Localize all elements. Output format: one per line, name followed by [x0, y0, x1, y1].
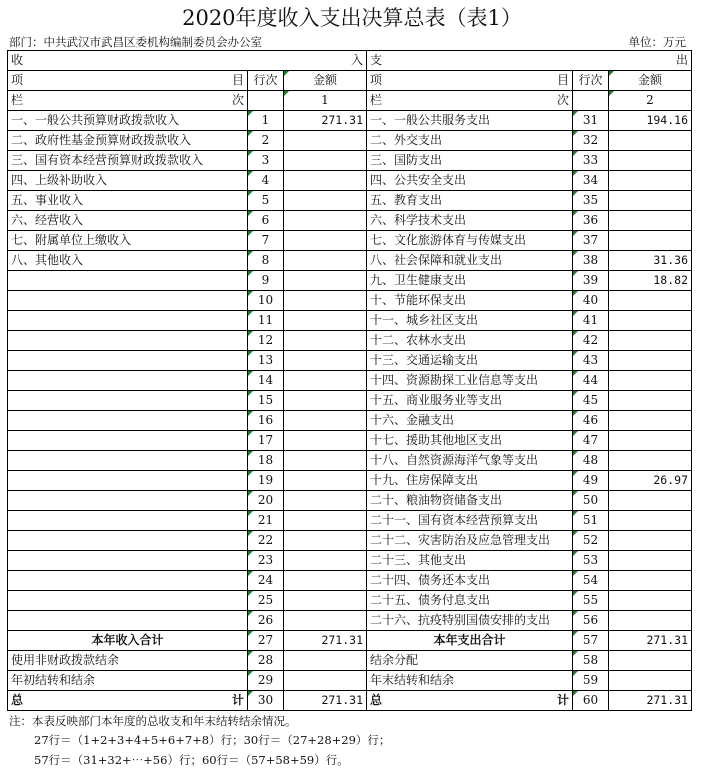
expense-item: 十一、城乡社区支出: [367, 311, 573, 331]
expense-amount: [609, 311, 692, 331]
income-amount: [284, 591, 367, 611]
income-row-no: 3: [248, 151, 284, 171]
table-row: [8, 551, 692, 571]
expense-item: 二十六、抗疫特别国债安排的支出: [367, 611, 573, 631]
table-row: [8, 331, 692, 351]
income-amount: [284, 571, 367, 591]
budget-table: [7, 50, 692, 711]
expense-row-no: 37: [573, 231, 609, 251]
column-header: 栏 次: [8, 91, 248, 111]
expense-amount: [609, 191, 692, 211]
income-amount: [284, 411, 367, 431]
expense-row-no: 32: [573, 131, 609, 151]
income-amount: [284, 611, 367, 631]
income-item: 三、国有资本经营预算财政拨款收入: [8, 151, 248, 171]
expense-amount: [609, 431, 692, 451]
income-item: 六、经营收入: [8, 211, 248, 231]
expense-item: 九、卫生健康支出: [367, 271, 573, 291]
income-item: [8, 511, 248, 531]
row-no-header: 行次: [573, 71, 609, 91]
expense-item: 三、国防支出: [367, 151, 573, 171]
expense-row-no: 49: [573, 471, 609, 491]
expense-item: 二十二、灾害防治及应急管理支出: [367, 531, 573, 551]
income-total-label: 本年收入合计: [8, 631, 248, 651]
table-row: [8, 531, 692, 551]
income-item: [8, 271, 248, 291]
expense-item: 十七、援助其他地区支出: [367, 431, 573, 451]
expense-item: 二十一、国有资本经营预算支出: [367, 511, 573, 531]
expense-amount: 18.82: [609, 271, 692, 291]
income-item: [8, 331, 248, 351]
income-item: [8, 431, 248, 451]
income-amount: [284, 151, 367, 171]
income-item: [8, 571, 248, 591]
income-amount: [284, 271, 367, 291]
income-row-no: 16: [248, 411, 284, 431]
column-header: 栏 次: [367, 91, 573, 111]
expense-item: 十六、金融支出: [367, 411, 573, 431]
income-amount: [284, 311, 367, 331]
expense-row-no: 40: [573, 291, 609, 311]
expense-item: 十三、交通运输支出: [367, 351, 573, 371]
table-row: [8, 451, 692, 471]
grand-total-label: 总 计: [367, 691, 573, 711]
income-amount: [284, 371, 367, 391]
income-row-no: 8: [248, 251, 284, 271]
income-item: 七、附属单位上缴收入: [8, 231, 248, 251]
income-amount: [284, 551, 367, 571]
income-amount: [284, 431, 367, 451]
income-amount: [284, 191, 367, 211]
income-item: [8, 411, 248, 431]
expense-item: 二十三、其他支出: [367, 551, 573, 571]
expense-amount: [609, 451, 692, 471]
expense-row-no: 31: [573, 111, 609, 131]
table-row: [8, 271, 692, 291]
expense-amount: [609, 331, 692, 351]
expense-amount: [609, 551, 692, 571]
expense-row-no: 33: [573, 151, 609, 171]
income-row-no: 19: [248, 471, 284, 491]
expense-item: 四、公共安全支出: [367, 171, 573, 191]
income-amount: [284, 131, 367, 151]
table-row: [8, 391, 692, 411]
table-row: 年初结转和结余 29 年末结转和结余 59: [8, 671, 692, 691]
expense-amount: [609, 571, 692, 591]
table-row: [8, 151, 692, 171]
table-row: [8, 131, 692, 151]
income-row-no: 9: [248, 271, 284, 291]
note-line-1: 注：本表反映部门本年度的总收支和年末结转结余情况。: [9, 714, 297, 728]
table-row: [8, 371, 692, 391]
income-amount: [284, 171, 367, 191]
note-line-3: 57行＝（31+32+⋯+56）行；60行＝（57+58+59）行。: [34, 753, 349, 767]
income-item: 四、上级补助收入: [8, 171, 248, 191]
income-row-no: 26: [248, 611, 284, 631]
expense-row-no: 55: [573, 591, 609, 611]
item-header: 项 目: [8, 71, 248, 91]
expense-item: 十五、商业服务业等支出: [367, 391, 573, 411]
table-row: [8, 311, 692, 331]
table-row: [8, 211, 692, 231]
expense-amount: [609, 491, 692, 511]
expense-item: 八、社会保障和就业支出: [367, 251, 573, 271]
expense-amount: [609, 531, 692, 551]
expense-row-no: 53: [573, 551, 609, 571]
income-item: [8, 351, 248, 371]
unit-label: 单位：万元: [628, 35, 686, 49]
expense-amount: [609, 411, 692, 431]
expense-item: 二十五、债务付息支出: [367, 591, 573, 611]
table-row: [8, 471, 692, 491]
expense-item: 十四、资源勘探工业信息等支出: [367, 371, 573, 391]
expense-amount: [609, 131, 692, 151]
income-item: [8, 471, 248, 491]
expense-row-no: 56: [573, 611, 609, 631]
expense-amount: [609, 391, 692, 411]
expense-row-no: 43: [573, 351, 609, 371]
expense-row-no: 51: [573, 511, 609, 531]
income-amount: [284, 331, 367, 351]
expense-amount: [609, 371, 692, 391]
income-amount: 271.31: [284, 111, 367, 131]
income-row-no: 13: [248, 351, 284, 371]
income-item: 一、一般公共预算财政拨款收入: [8, 111, 248, 131]
income-amount: [284, 451, 367, 471]
income-row-no: 7: [248, 231, 284, 251]
table-row: [8, 511, 692, 531]
income-item: [8, 611, 248, 631]
expense-total-label: 本年支出合计: [367, 631, 573, 651]
income-row-no: 24: [248, 571, 284, 591]
income-row-no: 18: [248, 451, 284, 471]
income-row-no: 6: [248, 211, 284, 231]
income-row-no: 10: [248, 291, 284, 311]
table-row: [8, 191, 692, 211]
income-amount: [284, 531, 367, 551]
expense-amount: 26.97: [609, 471, 692, 491]
expense-amount: 194.16: [609, 111, 692, 131]
income-header: 收 入: [8, 51, 367, 71]
header-row-columns: [8, 91, 692, 111]
income-row-no: 15: [248, 391, 284, 411]
column-number: 1: [284, 91, 367, 111]
table-row: [8, 111, 692, 131]
income-amount: [284, 471, 367, 491]
expense-item: 二十四、债务还本支出: [367, 571, 573, 591]
expense-item: 二、外交支出: [367, 131, 573, 151]
income-row-no: 2: [248, 131, 284, 151]
expense-row-no: 48: [573, 451, 609, 471]
income-amount: [284, 391, 367, 411]
expense-row-no: 35: [573, 191, 609, 211]
expense-row-no: 50: [573, 491, 609, 511]
grand-total-label: 总 计: [8, 691, 248, 711]
header-row-items: [8, 71, 692, 91]
expense-header: 支 出: [367, 51, 692, 71]
expense-row-no: 34: [573, 171, 609, 191]
expense-row-no: 52: [573, 531, 609, 551]
income-amount: [284, 511, 367, 531]
expense-item: 五、教育支出: [367, 191, 573, 211]
expense-item: 六、科学技术支出: [367, 211, 573, 231]
income-row-no: 22: [248, 531, 284, 551]
expense-item: 十、节能环保支出: [367, 291, 573, 311]
expense-amount: [609, 291, 692, 311]
expense-row-no: 44: [573, 371, 609, 391]
table-row: 使用非财政拨款结余 28 结余分配 58: [8, 651, 692, 671]
income-item: [8, 531, 248, 551]
income-row-no: 11: [248, 311, 284, 331]
table-row: [8, 291, 692, 311]
income-amount: [284, 211, 367, 231]
expense-amount: [609, 351, 692, 371]
income-row-no: 4: [248, 171, 284, 191]
expense-row-no: 39: [573, 271, 609, 291]
income-row-no: 1: [248, 111, 284, 131]
income-item: [8, 391, 248, 411]
income-row-no: 23: [248, 551, 284, 571]
table-row: [8, 571, 692, 591]
income-item: [8, 371, 248, 391]
income-row-no: 5: [248, 191, 284, 211]
income-item: [8, 491, 248, 511]
income-amount: [284, 291, 367, 311]
table-row: [8, 251, 692, 271]
income-item: 二、政府性基金预算财政拨款收入: [8, 131, 248, 151]
total-row: 本年收入合计 27 271.31 本年支出合计 57 271.31: [8, 631, 692, 651]
amount-header: 金额: [609, 71, 692, 91]
report-title: 2020年度收入支出决算总表（表1）: [182, 6, 522, 30]
income-row-no: 25: [248, 591, 284, 611]
note-line-2: 27行＝（1+2+3+4+5+6+7+8）行；30行＝（27+28+29）行；: [34, 733, 391, 747]
table-row: [8, 491, 692, 511]
expense-row-no: 42: [573, 331, 609, 351]
income-item: [8, 551, 248, 571]
expense-amount: [609, 511, 692, 531]
expense-item: 一、一般公共服务支出: [367, 111, 573, 131]
expense-amount: [609, 611, 692, 631]
amount-header: 金额: [284, 71, 367, 91]
income-item: [8, 451, 248, 471]
income-row-no: 12: [248, 331, 284, 351]
expense-item: 十九、住房保障支出: [367, 471, 573, 491]
income-amount: [284, 231, 367, 251]
income-row-no: 17: [248, 431, 284, 451]
expense-item: 七、文化旅游体育与传媒支出: [367, 231, 573, 251]
income-item: [8, 311, 248, 331]
income-amount: [284, 251, 367, 271]
table-row: [8, 351, 692, 371]
expense-amount: 31.36: [609, 251, 692, 271]
income-amount: [284, 491, 367, 511]
income-item: 五、事业收入: [8, 191, 248, 211]
column-number: 2: [609, 91, 692, 111]
expense-item: 十八、自然资源海洋气象等支出: [367, 451, 573, 471]
expense-row-no: 47: [573, 431, 609, 451]
expense-row-no: 54: [573, 571, 609, 591]
grand-total-row: 总 计 30 271.31 总 计 60 271.31: [8, 691, 692, 711]
expense-amount: [609, 231, 692, 251]
income-row-no: 14: [248, 371, 284, 391]
expense-row-no: 38: [573, 251, 609, 271]
expense-row-no: 45: [573, 391, 609, 411]
expense-item: 十二、农林水支出: [367, 331, 573, 351]
income-amount: [284, 351, 367, 371]
table-row: [8, 431, 692, 451]
expense-amount: [609, 171, 692, 191]
income-item: [8, 291, 248, 311]
income-row-no: 21: [248, 511, 284, 531]
expense-row-no: 36: [573, 211, 609, 231]
income-item: 八、其他收入: [8, 251, 248, 271]
table-row: [8, 591, 692, 611]
table-row: [8, 411, 692, 431]
expense-amount: [609, 591, 692, 611]
item-header: 项 目: [367, 71, 573, 91]
department-label: 部门：中共武汉市武昌区委机构编制委员会办公室: [9, 35, 262, 49]
row-no-header: 行次: [248, 71, 284, 91]
expense-row-no: 41: [573, 311, 609, 331]
expense-amount: [609, 211, 692, 231]
table-row: [8, 231, 692, 251]
income-item: [8, 591, 248, 611]
expense-amount: [609, 151, 692, 171]
expense-item: 二十、粮油物资储备支出: [367, 491, 573, 511]
header-row-income-expense: [8, 51, 692, 71]
expense-row-no: 46: [573, 411, 609, 431]
income-row-no: 20: [248, 491, 284, 511]
table-row: [8, 611, 692, 631]
table-row: [8, 171, 692, 191]
